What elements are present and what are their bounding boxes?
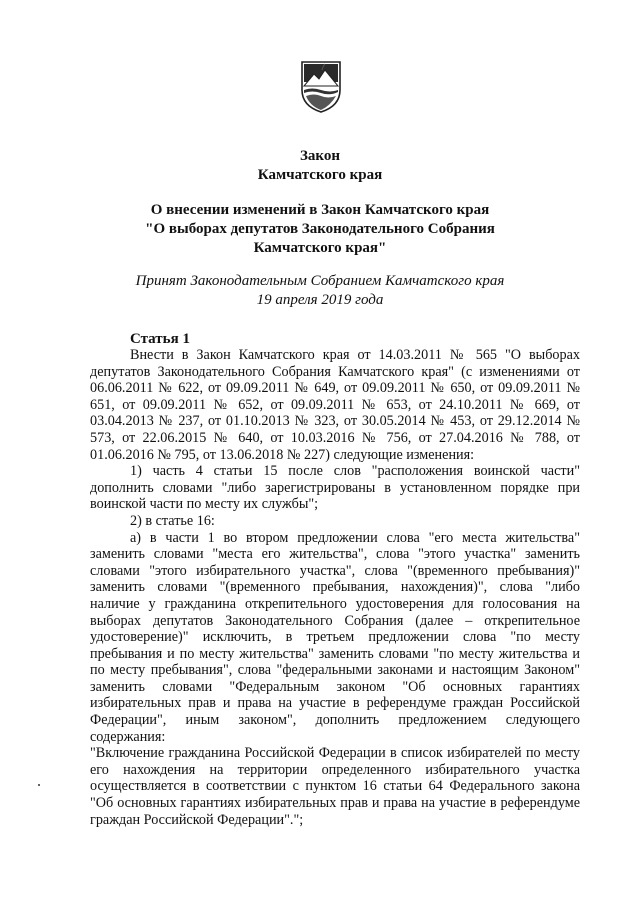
adoption-statement: Принят Законодательным Собранием Камчатского края (135, 273, 505, 289)
article-heading: Статья 1 (130, 331, 190, 347)
law-subject-line: Камчатского края" (253, 240, 387, 256)
article-paragraph: а) в части 1 во втором предложении слова "его места жительства" заменить словами "места его жительства", слова "этого участка" заменить словами "этого избирательного участка", слова "(временного пребывания)" заменить словами "(временного пребывания, нахождения)", слова "либо наличие у гражданина открепительного удостоверения для голосования на выборах депутатов Законодательного Собрания (далее – открепительное удостоверение)" исключить, в третьем предложении слова "по месту пребывания и по месту жительства" заменить словами "по месту жительства и по месту пребывания", слова "федеральными законами и настоящим Законом" заменить словами "Федеральным законом "Об основных гарантиях избирательных прав и права на участие в референдуме граждан Российской Федерации", иным законом", дополнить предложением следующего содержания: (90, 529, 580, 745)
article-body (90, 347, 580, 828)
article-paragraph: Внести в Закон Камчатского края от 14.03.2011 № 565 "О выборах депутатов Законодательного Собрания Камчатского края" (с изменениями от 06.06.2011 № 622, от 09.09.2011 № 649, от 09.09.2011 № 650, от 09.09.2011 № 651, от 09.09.2011 № 652, от 09.09.2011 № 653, от 24.10.2011 № 669, от 03.04.2013 № 237, от 01.10.2013 № 323, от 30.05.2014 № 453, от 29.12.2014 № 573, от 22.06.2015 № 640, от 10.03.2016 № 756, от 27.04.2016 № 788, от 01.06.2016 № 795, от 13.06.2018 № 227) следующие изменения: (90, 347, 580, 463)
article-quote: "Включение гражданина Российской Федерации в список избирателей по месту его нахождения на территории определенного избирательного участка осуществляется в соответствии с пунктом 16 статьи 64 Федерального закона "Об основных гарантиях избирательных прав и права на участие в референдуме граждан Российской Федерации"."; (90, 745, 580, 828)
law-title: Закон (299, 148, 340, 164)
law-subject-line: "О выборах депутатов Законодательного Собрания (145, 221, 495, 237)
coat-of-arms-icon (300, 60, 342, 114)
article-paragraph: 1) часть 4 статьи 15 после слов "расположения воинской части" дополнить словами "либо зарегистрированы в установленном порядке при воинской части по месту их службы"; (90, 463, 580, 513)
article-paragraph: 2) в статье 16: (130, 512, 215, 529)
adoption-date: 19 апреля 2019 года (256, 292, 384, 308)
scan-speck (38, 784, 40, 786)
law-subject-line: О внесении изменений в Закон Камчатского края (150, 202, 490, 218)
law-region: Камчатского края (257, 167, 383, 183)
